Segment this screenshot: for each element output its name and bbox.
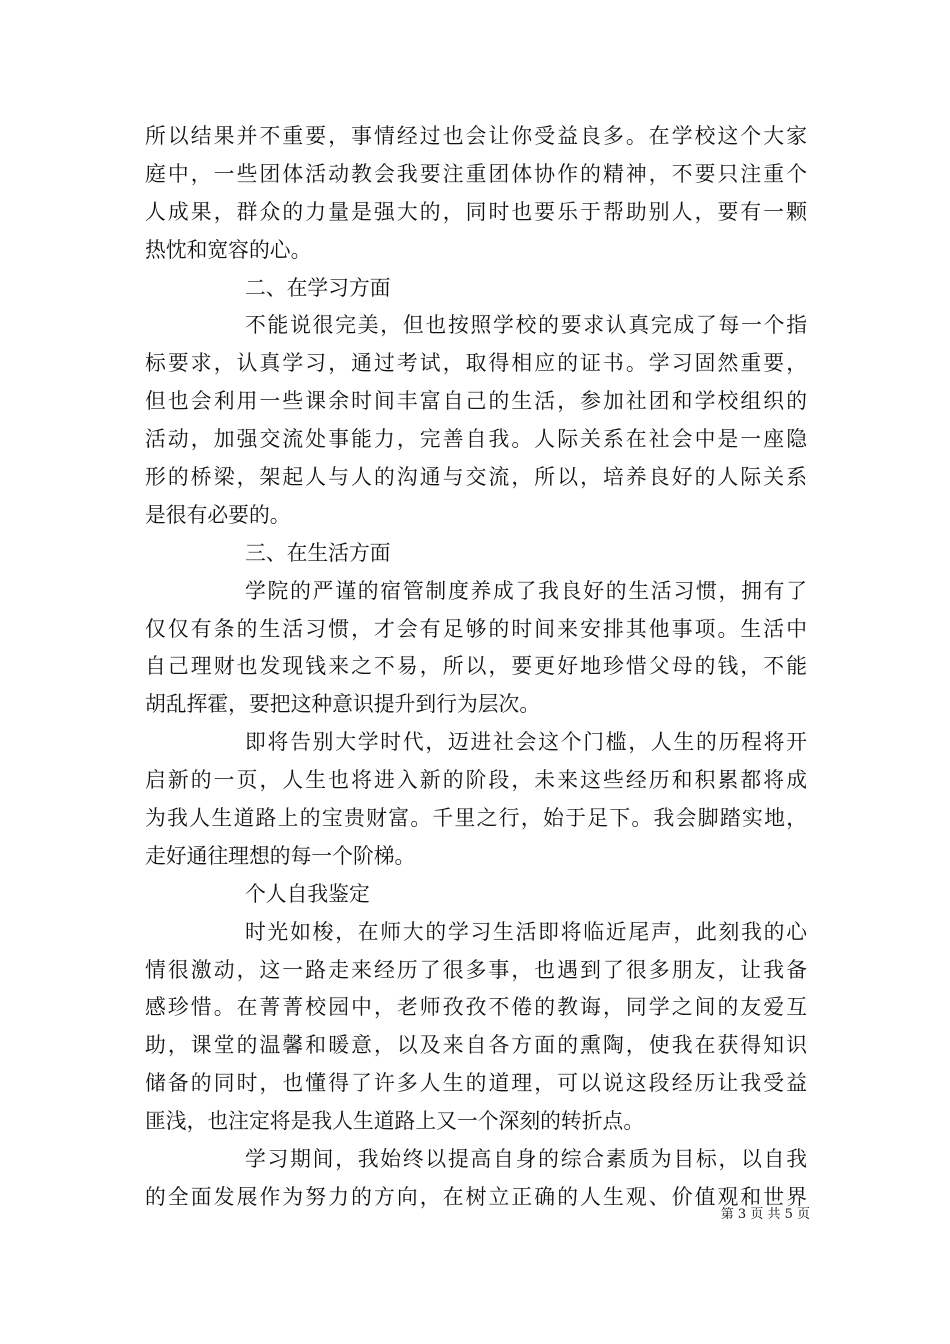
text-line: 不能说很完美，但也按照学校的要求认真完成了每一个指	[245, 313, 807, 338]
text-line: 人成果，群众的力量是强大的，同时也要乐于帮助别人，要有一颗	[145, 199, 807, 224]
text-line: 热忱和宽容的心。	[145, 237, 312, 262]
text-line: 情很激动，这一路走来经历了很多事，也遇到了很多朋友，让我备	[145, 957, 807, 982]
text-line: 仅仅有条的生活习惯，才会有足够的时间来安排其他事项。生活中	[145, 616, 807, 641]
text-line: 标要求，认真学习，通过考试，取得相应的证书。学习固然重要，	[145, 351, 807, 376]
text-line: 走好通往理想的每一个阶梯。	[145, 843, 416, 868]
text-line: 学习期间，我始终以提高自身的综合素质为目标，以自我	[245, 1147, 807, 1172]
text-line: 活动，加强交流处事能力，完善自我。人际关系在社会中是一座隐	[145, 427, 807, 452]
text-line: 自己理财也发现钱来之不易，所以，要更好地珍惜父母的钱，不能	[145, 654, 807, 679]
text-line: 时光如梭，在师大的学习生活即将临近尾声，此刻我的心	[245, 919, 807, 944]
page-number-footer: 第 3 页 共 5 页	[720, 1207, 810, 1222]
text-line: 但也会利用一些课余时间丰富自己的生活，参加社团和学校组织的	[145, 389, 807, 414]
text-line: 即将告别大学时代，迈进社会这个门槛，人生的历程将开	[245, 730, 807, 755]
section-heading: 三、在生活方面	[245, 540, 391, 565]
text-line: 形的桥梁，架起人与人的沟通与交流，所以，培养良好的人际关系	[145, 465, 807, 490]
text-line: 感珍惜。在菁菁校园中，老师孜孜不倦的教诲，同学之间的友爱互	[145, 995, 807, 1020]
text-line: 启新的一页，人生也将进入新的阶段，未来这些经历和积累都将成	[145, 768, 807, 793]
document-body	[145, 118, 807, 1217]
text-line: 学院的严谨的宿管制度养成了我良好的生活习惯，拥有了	[245, 578, 807, 603]
text-line: 胡乱挥霍，要把这种意识提升到行为层次。	[145, 692, 541, 717]
text-line: 是很有必要的。	[145, 502, 291, 527]
text-line: 所以结果并不重要，事情经过也会让你受益良多。在学校这个大家	[145, 124, 807, 148]
section-heading: 二、在学习方面	[245, 275, 391, 300]
text-line: 为我人生道路上的宝贵财富。千里之行，始于足下。我会脚踏实地，	[145, 806, 807, 831]
text-line: 储备的同时，也懂得了许多人生的道理，可以说这段经历让我受益	[145, 1071, 807, 1096]
text-line: 助，课堂的温馨和暖意，以及来自各方面的熏陶，使我在获得知识	[145, 1033, 807, 1058]
section-heading: 个人自我鉴定	[245, 881, 370, 906]
text-line: 匪浅，也注定将是我人生道路上又一个深刻的转折点。	[145, 1109, 645, 1134]
text-line: 的全面发展作为努力的方向，在树立正确的人生观、价值观和世界	[145, 1184, 807, 1209]
text-line: 庭中，一些团体活动教会我要注重团体协作的精神，不要只注重个	[145, 161, 807, 186]
